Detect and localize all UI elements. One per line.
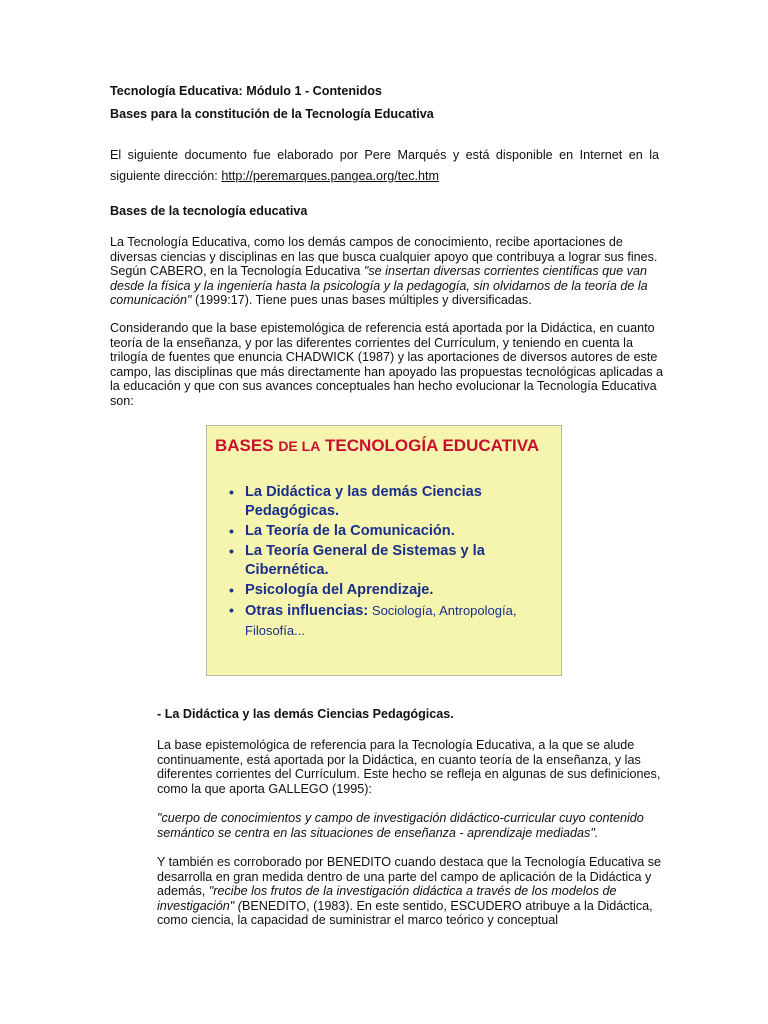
bullet-icon: • [229, 582, 234, 598]
slide-bullet-item [229, 581, 549, 600]
bullet-icon: • [229, 543, 234, 559]
slide-bullet-text: Otras influencias: [245, 603, 369, 619]
paragraph-cabero [110, 235, 665, 308]
document-subtitle: Bases para la constitución de la Tecnología Educativa [110, 107, 434, 121]
slide-bullet-list [229, 483, 549, 642]
paragraph-didactica-base: Considerando que la base epistemológica de referencia está aportada por la Didáctica, en cuanto teoría de la enseñanza, y por las diferentes corrientes del Currículum, y teniendo en cuenta la trilogía de fuentes que enuncia CHADWICK (1987) y las aportaciones de diversos autores de este campo, las disciplinas que más directamente han apoyado las propuestas tecnológicas aplicadas a la educación y que con sus avances conceptuales han hecho evolucionar la Tecnología Educativa son: [110, 321, 664, 408]
source-link[interactable]: http://peremarques.pangea.org/tec.htm [221, 169, 440, 183]
slide-bullet-item [229, 483, 549, 521]
slide-title-part: DE LA [278, 438, 321, 454]
paragraph-text: (1999:17). Tiene pues unas bases múltiples y diversificadas. [191, 293, 532, 308]
slide-bullet-text: Psicología del Aprendizaje. [245, 582, 434, 598]
bullet-icon: • [229, 484, 234, 500]
cabero-quote: "se insertan diversas corrientes científicas que van desde la física y la ingeniería hasta la psicología y la pedagogía, sin olvidarnos de la teoría de la comunicación" [110, 264, 648, 308]
paragraph-text: BENEDITO, (1983). En este sentido, ESCUDERO atribuye a la Didáctica, como ciencia, la capacidad de suministrar el marco teórico y conceptual [157, 898, 653, 928]
paragraph-benedito [157, 855, 662, 928]
benedito-quote: "recibe los frutos de la investigación didáctica a través de los modelos de investigación" ( [157, 884, 617, 913]
section-heading-didactica: - La Didáctica y las demás Ciencias Pedagógicas. [157, 707, 454, 721]
slide-bullet-text: La Didáctica y las demás Ciencias Pedagógicas. [245, 484, 482, 519]
slide-bullet-text: La Teoría General de Sistemas y la Cibernética. [245, 543, 485, 578]
paragraph-text: La Tecnología Educativa, como los demás campos de conocimiento, recibe aportaciones de diversas ciencias y disciplinas en las que busca cualquier apoyo que contribuya a lograr sus fines. Según CABERO, en la Tecnología Educativa [110, 235, 658, 279]
bullet-icon: • [229, 602, 234, 618]
slide-title-part: BASES [215, 436, 274, 455]
slide-bullet-extra: Sociología, Antropología, Filosofía... [245, 603, 517, 638]
paragraph-gallego: La base epistemológica de referencia para la Tecnología Educativa, a la que se alude continuamente, está aportada por la Didáctica, en cuanto teoría de la enseñanza, y las diferentes corrientes del Currículum. Este hecho se refleja en algunas de sus definiciones, como la que aporta GALLEGO (1995): [157, 738, 661, 796]
intro-paragraph [110, 145, 659, 187]
slide-title-part: TECNOLOGÍA EDUCATIVA [325, 436, 540, 455]
section-heading-bases: Bases de la tecnología educativa [110, 204, 308, 218]
bases-slide-image [206, 425, 562, 676]
intro-text: El siguiente documento fue elaborado por Pere Marqués y está disponible en Internet en la siguiente dirección: [110, 148, 659, 183]
slide-bullet-item [229, 522, 549, 541]
bullet-icon: • [229, 523, 234, 539]
slide-title [215, 436, 559, 456]
slide-bullet-item [229, 601, 549, 641]
slide-bullet-text: La Teoría de la Comunicación. [245, 523, 455, 539]
slide-bullet-item [229, 542, 549, 580]
document-title: Tecnología Educativa: Módulo 1 - Contenidos [110, 84, 382, 98]
paragraph-text: Y también es corroborado por BENEDITO cuando destaca que la Tecnología Educativa se desarrolla en gran medida dentro de una parte del campo de aplicación de la Didáctica y además, [157, 855, 662, 899]
gallego-quote: "cuerpo de conocimientos y campo de investigación didáctico-curricular cuyo contenido semántico se centra en las situaciones de enseñanza - aprendizaje mediadas". [157, 811, 644, 840]
